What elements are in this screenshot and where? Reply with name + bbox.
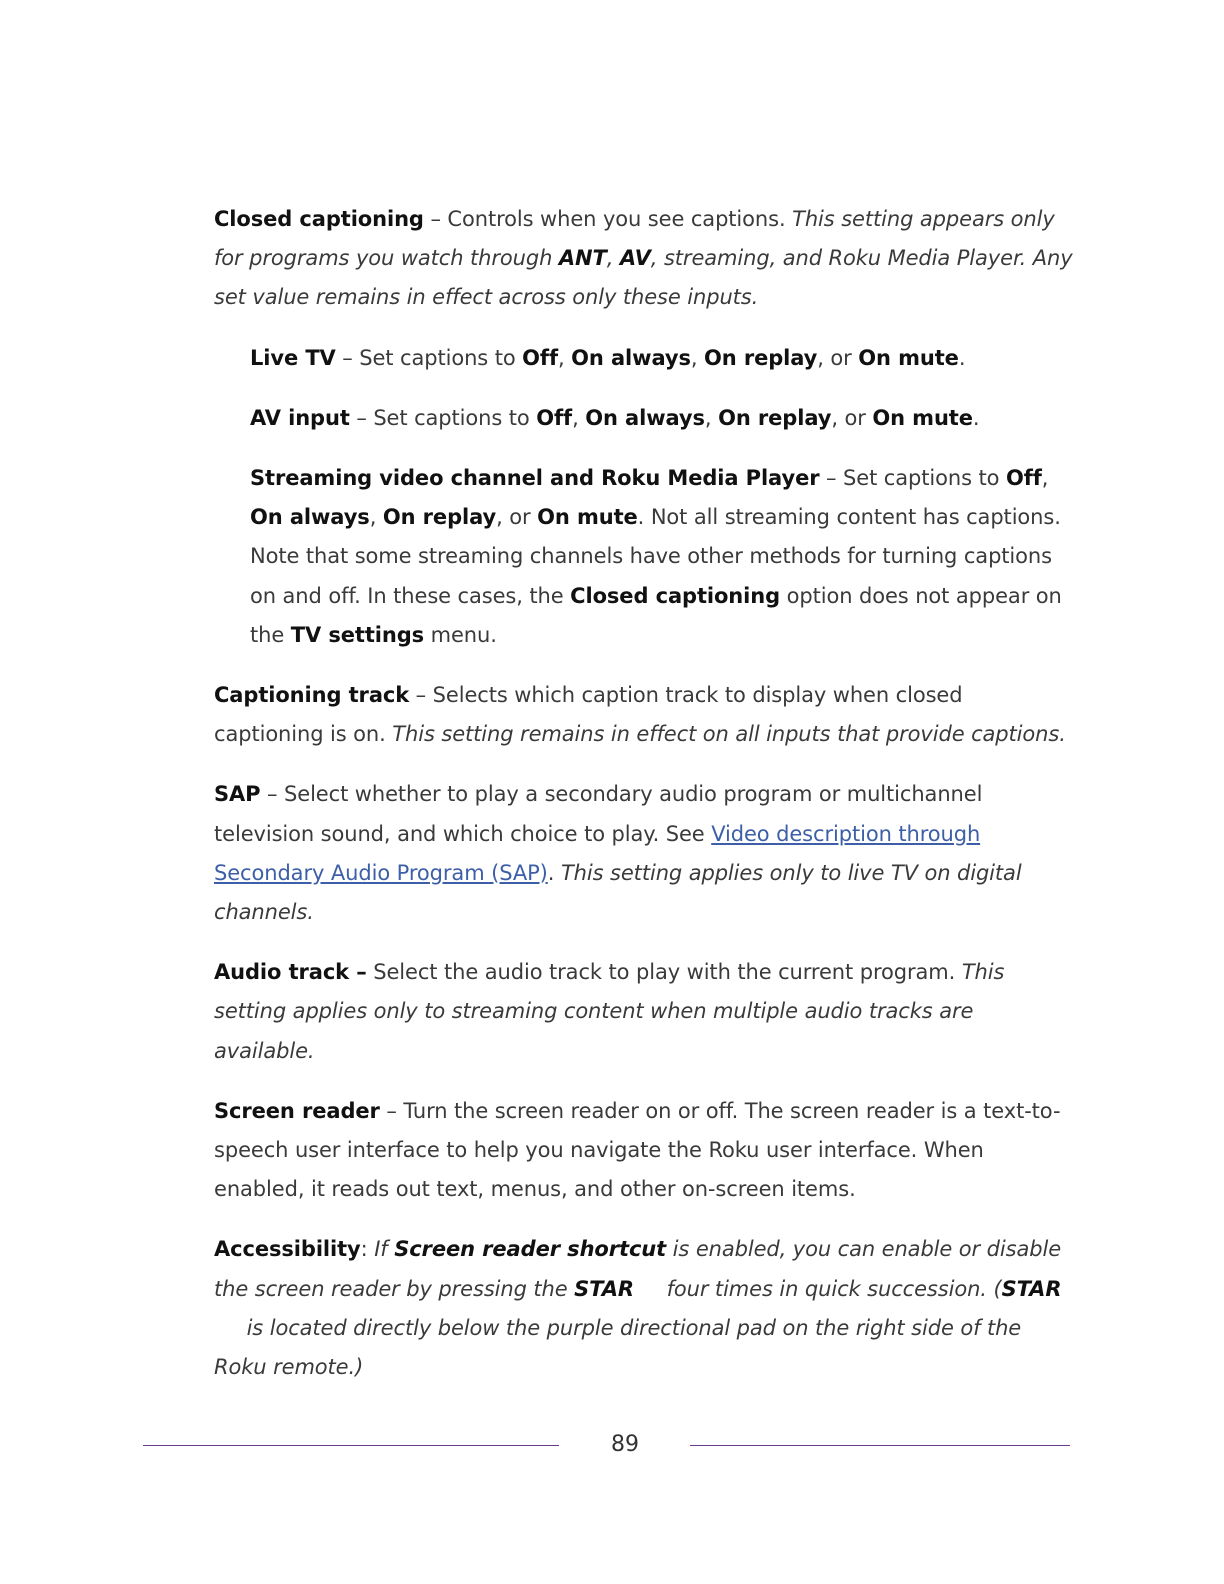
- closed-captioning-paragraph: [214, 200, 1076, 318]
- page-body: [214, 200, 1076, 1408]
- option-on-always: On always: [571, 345, 691, 370]
- option-off: Off: [1005, 466, 1042, 491]
- ant-input-term: ANT: [558, 246, 607, 271]
- captioning-track-term: Captioning track: [214, 683, 410, 708]
- sap-note: This setting applies only to live TV on digital channels.: [214, 860, 1022, 925]
- screen-reader-paragraph: Screen reader – Turn the screen reader on or off. The screen reader is a text-to-speech user interface to help you navigate the Roku user interface. When enabled, it reads out text, menus, and other on-screen items.: [214, 1098, 1061, 1202]
- captioning-track-note: This setting remains in effect on all inputs that provide captions.: [392, 722, 1066, 747]
- closed-captioning-option-term: Closed captioning: [570, 583, 781, 608]
- tv-settings-menu-term: TV settings: [290, 622, 425, 647]
- sap-reference-link[interactable]: Video description through Secondary Audio Program (SAP): [214, 821, 981, 885]
- option-off: Off: [522, 345, 558, 370]
- option-on-always: On always: [585, 405, 705, 430]
- option-on-mute: On mute: [872, 405, 973, 430]
- live-tv-term: Live TV: [250, 345, 336, 370]
- star-button-term: STAR: [574, 1276, 634, 1301]
- option-on-mute: On mute: [858, 345, 959, 370]
- page-number: 89: [611, 1432, 639, 1457]
- streaming-paragraph: Streaming video channel and Roku Media Player – Set captions to Off, On always, On replay, or On mute. Not all streaming content has captions. Note that some streaming channels have other methods for turning captions on and off. In these cases, the Closed captioning option does not appear on the TV settings menu.: [250, 466, 1062, 647]
- sap-paragraph: SAP – Select whether to play a secondary audio program or multichannel television sound, and which choice to play. See Video description through Secondary Audio Program (SAP). This setting applies only to live TV on digital channels.: [214, 782, 1022, 925]
- av-input-paragraph: AV input – Set captions to Off, On always, On replay, or On mute.: [250, 405, 980, 430]
- audio-track-term: Audio track –: [214, 960, 367, 985]
- option-on-always: On always: [250, 505, 370, 530]
- option-off: Off: [536, 405, 573, 430]
- accessibility-term: Accessibility: [214, 1237, 361, 1262]
- streaming-term: Streaming video channel and Roku Media Player: [250, 466, 820, 491]
- page-footer: [0, 1430, 1224, 1462]
- option-on-replay: On replay: [382, 505, 497, 530]
- closed-captioning-term: Closed captioning: [214, 207, 424, 231]
- screen-reader-shortcut-term: Screen reader shortcut: [394, 1237, 667, 1262]
- av-input-term: AV input: [250, 405, 350, 430]
- option-on-replay: On replay: [718, 405, 832, 430]
- option-on-mute: On mute: [537, 505, 638, 530]
- screen-reader-term: Screen reader: [214, 1098, 380, 1123]
- closed-captioning-note: This setting appears only for programs you watch through ANT, AV, streaming, and Roku Media Player. Any set value remains in effect across only these inputs.: [214, 207, 1073, 310]
- audio-track-paragraph: Audio track – Select the audio track to play with the current program. This setting applies only to streaming content when multiple audio tracks are available.: [214, 960, 1005, 1063]
- accessibility-paragraph: Accessibility: If Screen reader shortcut is enabled, you can enable or disable the screen reader by pressing the STAR four times in quick succession. (STAR is located directly below the purple directional pad on the right side of the Roku remote.): [214, 1237, 1062, 1380]
- footer-rule-right: [690, 1445, 1070, 1446]
- footer-rule-left: [143, 1445, 559, 1446]
- option-on-replay: On replay: [704, 345, 818, 370]
- sap-term: SAP: [214, 782, 261, 807]
- accessibility-note: If Screen reader shortcut is enabled, you can enable or disable the screen reader by pressing the STAR four times in quick succession. (STAR is located directly below the purple directional pad on the right side of the Roku remote.): [214, 1237, 1062, 1380]
- closed-captioning-description: – Controls when you see captions.: [423, 207, 793, 231]
- av-input-term: AV: [619, 246, 651, 271]
- captioning-track-paragraph: Captioning track – Selects which caption track to display when closed captioning is on. This setting remains in effect on all inputs that provide captions.: [214, 683, 1066, 747]
- star-button-term: STAR: [1001, 1276, 1062, 1301]
- audio-track-note: This setting applies only to streaming content when multiple audio tracks are available.: [214, 960, 1005, 1063]
- live-tv-paragraph: Live TV – Set captions to Off, On always, On replay, or On mute.: [250, 345, 966, 370]
